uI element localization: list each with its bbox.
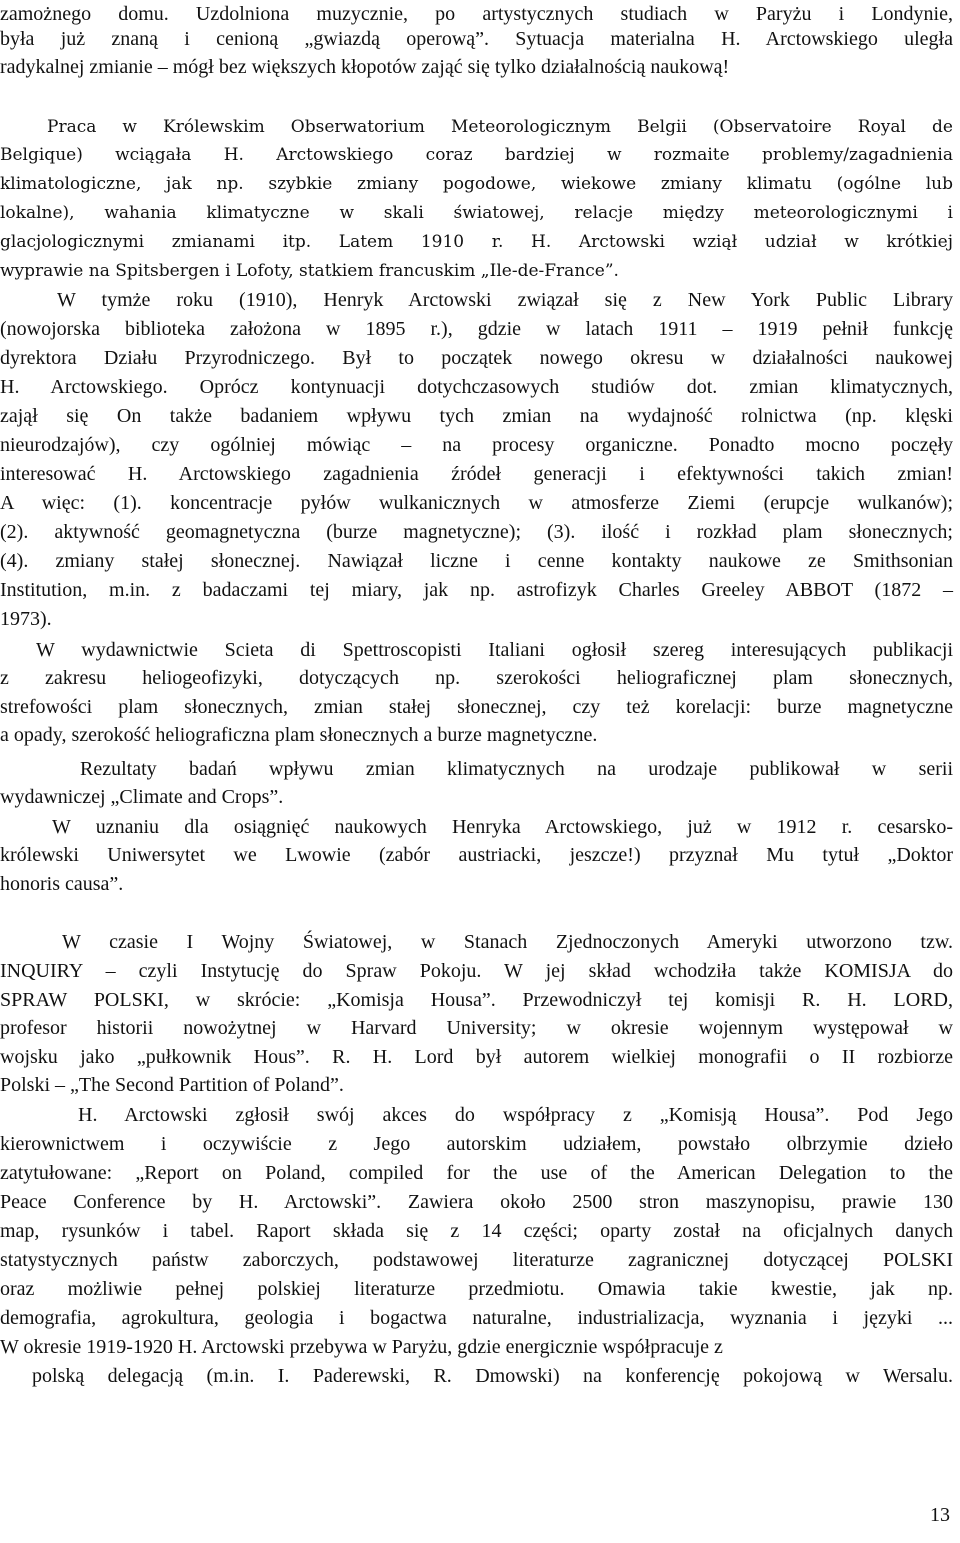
- text-line: map, rysunków i tabel. Raport składa się z 14 części; oparty został na oficjalnych danych: [0, 1220, 953, 1242]
- text-line: Polski – „The Second Partition of Poland”.: [0, 1074, 344, 1096]
- text-line: wyprawie na Spitsbergen i Lofoty, statkiem francuskim „Ile-de-France”.: [0, 261, 619, 281]
- text-line: W wydawnictwie Scieta di Spettroscopisti Italiani ogłosił szereg interesujących publikacji: [36, 639, 953, 661]
- text-line: lokalne), wahania klimatyczne w skali światowej, relacje między meteorologicznymi i: [0, 203, 953, 223]
- text-line: polską delegacją (m.in. I. Paderewski, R. Dmowski) na konferencję pokojową w Wersalu.: [32, 1365, 953, 1387]
- text-line: W okresie 1919-1920 H. Arctowski przebywa w Paryżu, gdzie energicznie współpracuje z: [0, 1336, 723, 1358]
- text-line: zamożnego domu. Uzdolniona muzycznie, po artystycznych studiach w Paryżu i Londynie,: [0, 3, 953, 25]
- text-line: była już znaną i cenioną „gwiazdą operową”. Sytuacja materialna H. Arctowskiego uległa: [0, 28, 953, 50]
- text-line: Institution, m.in. z badaczami tej miary, jak np. astrofizyk Charles Greeley ABBOT (1872 –: [0, 579, 953, 601]
- text-line: A więc: (1). koncentracje pyłów wulkanicznych w atmosferze Ziemi (erupcje wulkanów);: [0, 492, 953, 514]
- text-line: wojsku jako „pułkownik Hous”. R. H. Lord był autorem wielkiej monografii o II rozbiorze: [0, 1046, 953, 1068]
- text-line: W uznaniu dla osiągnięć naukowych Henryka Arctowskiego, już w 1912 r. cesarsko-: [52, 816, 953, 838]
- text-line: oraz możliwie pełnej polskiej literaturze przedmiotu. Omawia takie kwestie, jak np.: [0, 1278, 953, 1300]
- text-line: glacjologicznymi zmianami itp. Latem 1910 r. H. Arctowski wziął udział w krótkiej: [0, 232, 953, 252]
- page-number: 13: [930, 1504, 950, 1526]
- text-line: wydawniczej „Climate and Crops”.: [0, 786, 284, 808]
- text-line: W czasie I Wojny Światowej, w Stanach Zjednoczonych Ameryki utworzono tzw.: [62, 931, 953, 953]
- text-line: (4). zmiany stałej słonecznej. Nawiązał liczne i cenne kontakty naukowe ze Smithsonian: [0, 550, 953, 572]
- text-line: demografia, agrokultura, geologia i bogactwa naturalne, industrializacja, wyznania i języki ...: [0, 1307, 953, 1329]
- text-line: zatytułowane: „Report on Poland, compiled for the use of the American Delegation to the: [0, 1162, 953, 1184]
- text-line: Praca w Królewskim Obserwatorium Meteorologicznym Belgii (Observatoire Royal de: [47, 117, 953, 137]
- text-line: radykalnej zmianie – mógł bez większych kłopotów zająć się tylko działalnością naukową!: [0, 56, 730, 78]
- text-line: H. Arctowskiego. Oprócz kontynuacji dotychczasowych studiów dot. zmian klimatycznych,: [0, 376, 953, 398]
- text-line: interesować H. Arctowskiego zagadnienia źródeł generacji i efektywności takich zmian!: [0, 463, 953, 485]
- text-line: profesor historii nowożytnej w Harvard University; w okresie wojennym występował w: [0, 1017, 953, 1039]
- text-line: statystycznych państw zaborczych, podstawowej literaturze zagranicznej dotyczącej POLSKI: [0, 1249, 953, 1271]
- text-line: (nowojorska biblioteka założona w 1895 r.), gdzie w latach 1911 – 1919 pełnił funkcję: [0, 318, 953, 340]
- text-line: królewski Uniwersytet we Lwowie (zabór austriacki, jeszcze!) przyznał Mu tytuł „Doktor: [0, 844, 953, 866]
- text-line: Rezultaty badań wpływu zmian klimatycznych na urodzaje publikował w serii: [80, 758, 953, 780]
- text-line: Peace Conference by H. Arctowski”. Zawiera około 2500 stron maszynopisu, prawie 130: [0, 1191, 953, 1213]
- text-line: strefowości plam słonecznych, zmian stałej słonecznej, czy też korelacji: burze magnetyczne: [0, 696, 953, 718]
- text-line: a opady, szerokość heliograficzna plam słonecznych a burze magnetyczne.: [0, 724, 598, 746]
- text-line: W tymże roku (1910), Henryk Arctowski związał się z New York Public Library: [57, 289, 953, 311]
- text-line: (2). aktywność geomagnetyczna (burze magnetyczne); (3). ilość i rozkład plam słonecznych;: [0, 521, 953, 543]
- text-line: SPRAW POLSKI, w skrócie: „Komisja Housa”. Przewodniczył tej komisji R. H. LORD,: [0, 989, 953, 1011]
- text-line: zajął się On także badaniem wpływu tych zmian na wydajność rolnictwa (np. klęski: [0, 405, 953, 427]
- text-line: Belgique) wciągała H. Arctowskiego coraz bardziej w rozmaite problemy/zagadnienia: [0, 145, 953, 165]
- text-line: nieurodzajów), czy ogólniej mówiąc – na procesy organiczne. Ponadto mocno poczęły: [0, 434, 953, 456]
- text-line: z zakresu heliogeofizyki, dotyczących np. szerokości heliograficznej plam słonecznych,: [0, 667, 953, 689]
- text-line: kierownictwem i oczywiście z Jego autorskim udziałem, powstało olbrzymie dzieło: [0, 1133, 953, 1155]
- text-line: honoris causa”.: [0, 873, 124, 895]
- text-line: klimatologiczne, jak np. szybkie zmiany pogodowe, wiekowe zmiany klimatu (ogólne lub: [0, 174, 953, 194]
- text-line: INQUIRY – czyli Instytucję do Spraw Pokoju. W jej skład wchodziła także KOMISJA do: [0, 960, 953, 982]
- text-line: dyrektora Działu Przyrodniczego. Był to początek nowego okresu w działalności naukowej: [0, 347, 953, 369]
- text-line: 1973).: [0, 608, 52, 630]
- text-line: H. Arctowski zgłosił swój akces do współpracy z „Komisją Housa”. Pod Jego: [78, 1104, 953, 1126]
